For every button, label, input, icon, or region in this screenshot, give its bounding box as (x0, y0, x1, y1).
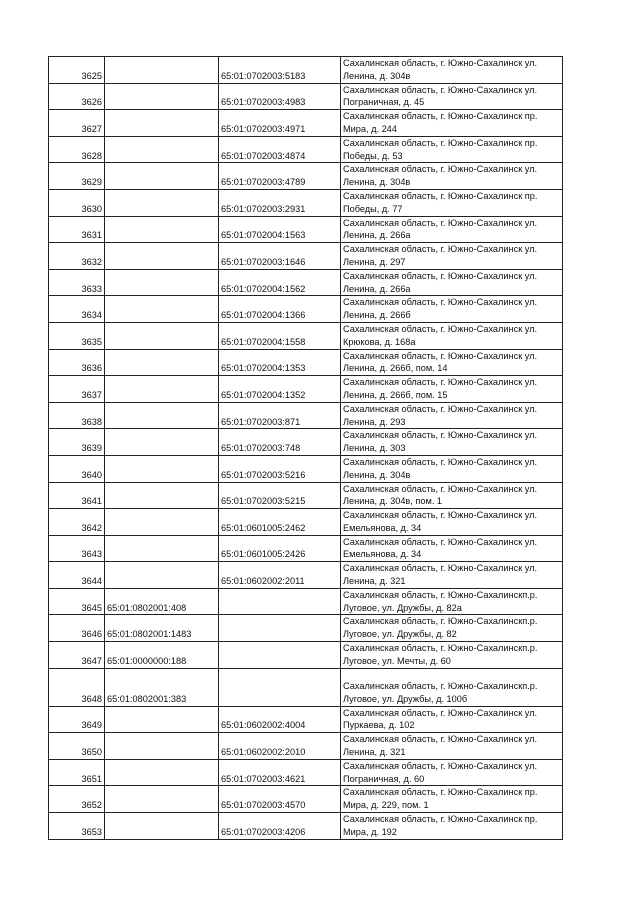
table-row (49, 189, 563, 216)
row-number-cell: 3652 (49, 786, 105, 813)
row-number-cell: 3635 (49, 322, 105, 349)
cadastral-number-cell: 65:01:0802001:408 (105, 588, 219, 615)
registry-body (49, 57, 563, 840)
cadastral-number-cell (105, 509, 219, 536)
cadastral-number-cell: 65:01:0702003:4206 (219, 813, 341, 840)
cadastral-number-cell: 65:01:0702004:1558 (219, 322, 341, 349)
row-number-cell: 3627 (49, 110, 105, 137)
table-row (49, 535, 563, 562)
cadastral-number-cell: 65:01:0702003:4570 (219, 786, 341, 813)
cadastral-number-cell: 65:01:0702003:5215 (219, 482, 341, 509)
table-row (49, 402, 563, 429)
cadastral-number-cell: 65:01:0802001:383 (105, 668, 219, 706)
table-row (49, 455, 563, 482)
cadastral-number-cell (219, 668, 341, 706)
address-line-street: Победы, д. 53 (343, 150, 403, 161)
address-line-region: Сахалинская область, г. Южно-Сахалинск ул. (343, 510, 538, 521)
table-row (49, 615, 563, 642)
address-line-region: Сахалинская область, г. Южно-Сахалинск пр. (343, 190, 538, 201)
row-number-cell: 3647 (49, 642, 105, 669)
address-line-region: Сахалинская область, г. Южно-Сахалинск ул. (343, 483, 538, 494)
address-line-street: Ленина, д. 304в (343, 177, 411, 188)
table-row (49, 668, 563, 706)
address-line-street: Мира, д. 244 (343, 123, 397, 134)
address-line-street: Луговое, ул. Дружбы, д. 82 (343, 629, 457, 640)
row-number-cell: 3626 (49, 83, 105, 110)
address-cell (341, 376, 563, 403)
cadastral-number-cell (105, 429, 219, 456)
address-line-region: Сахалинская область, г. Южно-Сахалинск ул. (343, 323, 538, 334)
table-row (49, 322, 563, 349)
table-row (49, 296, 563, 323)
table-row (49, 269, 563, 296)
address-line-street: Луговое, ул. Мечты, д. 60 (343, 655, 451, 666)
cadastral-number-cell (105, 482, 219, 509)
cadastral-number-cell: 65:01:0702003:4983 (219, 83, 341, 110)
address-line-region: Сахалинская область, г. Южно-Сахалинск пр. (343, 814, 538, 825)
address-line-region: Сахалинская область, г. Южно-Сахалинск ул. (343, 734, 538, 745)
address-line-street: Ленина, д. 266б, пом. 15 (343, 389, 448, 400)
table-row (49, 163, 563, 190)
address-cell (341, 83, 563, 110)
table-row (49, 786, 563, 813)
row-number-cell: 3633 (49, 269, 105, 296)
cadastral-number-cell: 65:01:0601005:2426 (219, 535, 341, 562)
address-cell (341, 786, 563, 813)
address-cell (341, 588, 563, 615)
address-line-region: Сахалинская область, г. Южно-Сахалинск пр. (343, 787, 538, 798)
cadastral-number-cell (105, 455, 219, 482)
address-cell (341, 322, 563, 349)
cadastral-number-cell (105, 759, 219, 786)
cadastral-number-cell (105, 535, 219, 562)
address-line-region: Сахалинская область, г. Южно-Сахалинск ул. (343, 377, 538, 388)
table-row (49, 733, 563, 760)
address-line-region: Сахалинская область, г. Южно-Сахалинск ул. (343, 707, 538, 718)
address-cell (341, 733, 563, 760)
address-cell (341, 163, 563, 190)
cadastral-number-cell (105, 733, 219, 760)
table-row (49, 136, 563, 163)
address-cell (341, 668, 563, 706)
address-cell (341, 759, 563, 786)
row-number-cell: 3636 (49, 349, 105, 376)
address-line-region: Сахалинская область, г. Южно-Сахалинск ул. (343, 217, 538, 228)
cadastral-number-cell (105, 269, 219, 296)
cadastral-number-cell: 65:01:0602002:2010 (219, 733, 341, 760)
address-line-street: Ленина, д. 266б, пом. 14 (343, 363, 448, 374)
cadastral-number-cell (105, 813, 219, 840)
address-line-region: Сахалинская область, г. Южно-Сахалинск ул. (343, 84, 538, 95)
cadastral-number-cell: 65:01:0000000:188 (105, 642, 219, 669)
address-cell (341, 243, 563, 270)
address-line-region: Сахалинская область, г. Южно-Сахалинск пр. (343, 111, 538, 122)
cadastral-number-cell: 65:01:0702003:2931 (219, 189, 341, 216)
row-number-cell: 3629 (49, 163, 105, 190)
cadastral-number-cell (105, 349, 219, 376)
row-number-cell: 3644 (49, 562, 105, 589)
cadastral-number-cell (105, 376, 219, 403)
address-line-street: Крюкова, д. 168а (343, 336, 416, 347)
cadastral-number-cell (219, 642, 341, 669)
cadastral-number-cell (105, 163, 219, 190)
cadastral-number-cell (105, 322, 219, 349)
cadastral-number-cell: 65:01:0702003:871 (219, 402, 341, 429)
table-row (49, 588, 563, 615)
address-line-region: Сахалинская область, г. Южно-Сахалинск ул. (343, 164, 538, 175)
cadastral-number-cell: 65:01:0702003:1646 (219, 243, 341, 270)
address-line-street: Емельянова, д. 34 (343, 522, 422, 533)
table-row (49, 376, 563, 403)
cadastral-number-cell (105, 296, 219, 323)
row-number-cell: 3641 (49, 482, 105, 509)
table-row (49, 482, 563, 509)
cadastral-number-cell (105, 216, 219, 243)
address-line-street: Ленина, д. 304в (343, 70, 411, 81)
address-line-street: Луговое, ул. Дружбы, д. 100б (343, 693, 468, 704)
address-line-street: Победы, д. 77 (343, 203, 403, 214)
cadastral-number-cell: 65:01:0702003:4789 (219, 163, 341, 190)
cadastral-number-cell: 65:01:0702003:4621 (219, 759, 341, 786)
row-number-cell: 3648 (49, 668, 105, 706)
cadastral-number-cell: 65:01:0702004:1353 (219, 349, 341, 376)
address-line-region: Сахалинская область, г. Южно-Сахалинск ул. (343, 430, 538, 441)
address-line-street: Пограничная, д. 45 (343, 97, 425, 108)
table-row (49, 759, 563, 786)
row-number-cell: 3634 (49, 296, 105, 323)
table-row (49, 83, 563, 110)
cadastral-number-cell: 65:01:0802001:1483 (105, 615, 219, 642)
row-number-cell: 3638 (49, 402, 105, 429)
address-line-street: Луговое, ул. Дружбы, д. 82а (343, 602, 462, 613)
address-line-region: Сахалинская область, г. Южно-Сахалинск ул. (343, 350, 538, 361)
cadastral-number-cell (105, 57, 219, 84)
row-number-cell: 3639 (49, 429, 105, 456)
address-line-region: Сахалинская область, г. Южно-Сахалинск ул. (343, 244, 538, 255)
row-number-cell: 3637 (49, 376, 105, 403)
address-cell (341, 296, 563, 323)
row-number-cell: 3649 (49, 706, 105, 733)
address-line-street: Ленина, д. 293 (343, 416, 406, 427)
address-cell (341, 482, 563, 509)
cadastral-number-cell: 65:01:0702003:4874 (219, 136, 341, 163)
row-number-cell: 3642 (49, 509, 105, 536)
cadastral-number-cell (105, 402, 219, 429)
row-number-cell: 3646 (49, 615, 105, 642)
cadastral-number-cell: 65:01:0702003:5183 (219, 57, 341, 84)
address-cell (341, 189, 563, 216)
row-number-cell: 3653 (49, 813, 105, 840)
row-number-cell: 3645 (49, 588, 105, 615)
address-cell (341, 269, 563, 296)
cadastral-number-cell (105, 786, 219, 813)
cadastral-number-cell (105, 562, 219, 589)
table-row (49, 243, 563, 270)
address-cell (341, 110, 563, 137)
address-line-street: Мира, д. 192 (343, 826, 397, 837)
address-cell (341, 615, 563, 642)
row-number-cell: 3630 (49, 189, 105, 216)
address-line-region: Сахалинская область, г. Южно-Сахалинск ул. (343, 58, 538, 68)
address-cell (341, 562, 563, 589)
cadastral-number-cell (219, 615, 341, 642)
address-line-region: Сахалинская область, г. Южно-Сахалинскп.р. (343, 643, 538, 654)
row-number-cell: 3651 (49, 759, 105, 786)
address-line-street: Ленина, д. 297 (343, 256, 406, 267)
cadastral-number-cell: 65:01:0702004:1352 (219, 376, 341, 403)
cadastral-number-cell (219, 588, 341, 615)
address-line-region: Сахалинская область, г. Южно-Сахалинскп.р. (343, 589, 538, 600)
row-number-cell: 3628 (49, 136, 105, 163)
table-row (49, 562, 563, 589)
cadastral-number-cell: 65:01:0601005:2462 (219, 509, 341, 536)
address-line-region: Сахалинская область, г. Южно-Сахалинск ул. (343, 563, 538, 574)
address-cell (341, 706, 563, 733)
address-line-region: Сахалинская область, г. Южно-Сахалинск ул. (343, 760, 538, 771)
address-cell (341, 136, 563, 163)
cadastral-number-cell (105, 189, 219, 216)
address-line-region: Сахалинская область, г. Южно-Сахалинск ул. (343, 297, 538, 308)
address-line-region: Сахалинская область, г. Южно-Сахалинск ул. (343, 270, 538, 281)
table-row (49, 509, 563, 536)
cadastral-number-cell (105, 83, 219, 110)
address-line-street: Пограничная, д. 60 (343, 773, 425, 784)
address-line-street: Ленина, д. 266а (343, 283, 411, 294)
address-line-region: Сахалинская область, г. Южно-Сахалинскп.р. (343, 681, 538, 692)
row-number-cell: 3632 (49, 243, 105, 270)
row-number-cell: 3640 (49, 455, 105, 482)
address-line-street: Пуркаева, д. 102 (343, 720, 415, 731)
address-line-street: Ленина, д. 304в, пом. 1 (343, 496, 443, 507)
address-line-street: Мира, д. 229, пом. 1 (343, 800, 429, 811)
address-cell (341, 455, 563, 482)
table-row (49, 57, 563, 84)
table-row (49, 110, 563, 137)
address-line-street: Ленина, д. 266б (343, 310, 411, 321)
table-row (49, 216, 563, 243)
cadastral-number-cell (105, 110, 219, 137)
cadastral-number-cell: 65:01:0702004:1563 (219, 216, 341, 243)
cadastral-number-cell (105, 706, 219, 733)
address-line-region: Сахалинская область, г. Южно-Сахалинскп.р. (343, 616, 538, 627)
registry-table (48, 56, 563, 840)
row-number-cell: 3631 (49, 216, 105, 243)
table-row (49, 813, 563, 840)
address-line-street: Ленина, д. 304в (343, 469, 411, 480)
address-line-street: Ленина, д. 321 (343, 747, 406, 758)
address-cell (341, 57, 563, 84)
address-cell (341, 349, 563, 376)
address-line-region: Сахалинская область, г. Южно-Сахалинск ул. (343, 456, 538, 467)
address-cell (341, 429, 563, 456)
row-number-cell: 3625 (49, 57, 105, 84)
row-number-cell: 3650 (49, 733, 105, 760)
address-line-region: Сахалинская область, г. Южно-Сахалинск ул. (343, 403, 538, 414)
address-line-region: Сахалинская область, г. Южно-Сахалинск ул. (343, 536, 538, 547)
row-number-cell: 3643 (49, 535, 105, 562)
cadastral-number-cell (105, 136, 219, 163)
cadastral-number-cell (105, 243, 219, 270)
cadastral-number-cell: 65:01:0702003:4971 (219, 110, 341, 137)
cadastral-number-cell: 65:01:0702004:1366 (219, 296, 341, 323)
cadastral-number-cell: 65:01:0602002:4004 (219, 706, 341, 733)
address-line-street: Ленина, д. 303 (343, 443, 406, 454)
cadastral-number-cell: 65:01:0702003:5216 (219, 455, 341, 482)
address-cell (341, 402, 563, 429)
address-cell (341, 535, 563, 562)
cadastral-number-cell: 65:01:0602002:2011 (219, 562, 341, 589)
address-line-street: Ленина, д. 266а (343, 230, 411, 241)
table-row (49, 429, 563, 456)
address-cell (341, 813, 563, 840)
table-row (49, 642, 563, 669)
address-line-street: Емельянова, д. 34 (343, 549, 422, 560)
table-row (49, 349, 563, 376)
address-line-region: Сахалинская область, г. Южно-Сахалинск пр. (343, 137, 538, 148)
address-line-street: Ленина, д. 321 (343, 576, 406, 587)
address-cell (341, 642, 563, 669)
address-cell (341, 216, 563, 243)
cadastral-number-cell: 65:01:0702003:748 (219, 429, 341, 456)
address-cell (341, 509, 563, 536)
table-row (49, 706, 563, 733)
cadastral-number-cell: 65:01:0702004:1562 (219, 269, 341, 296)
